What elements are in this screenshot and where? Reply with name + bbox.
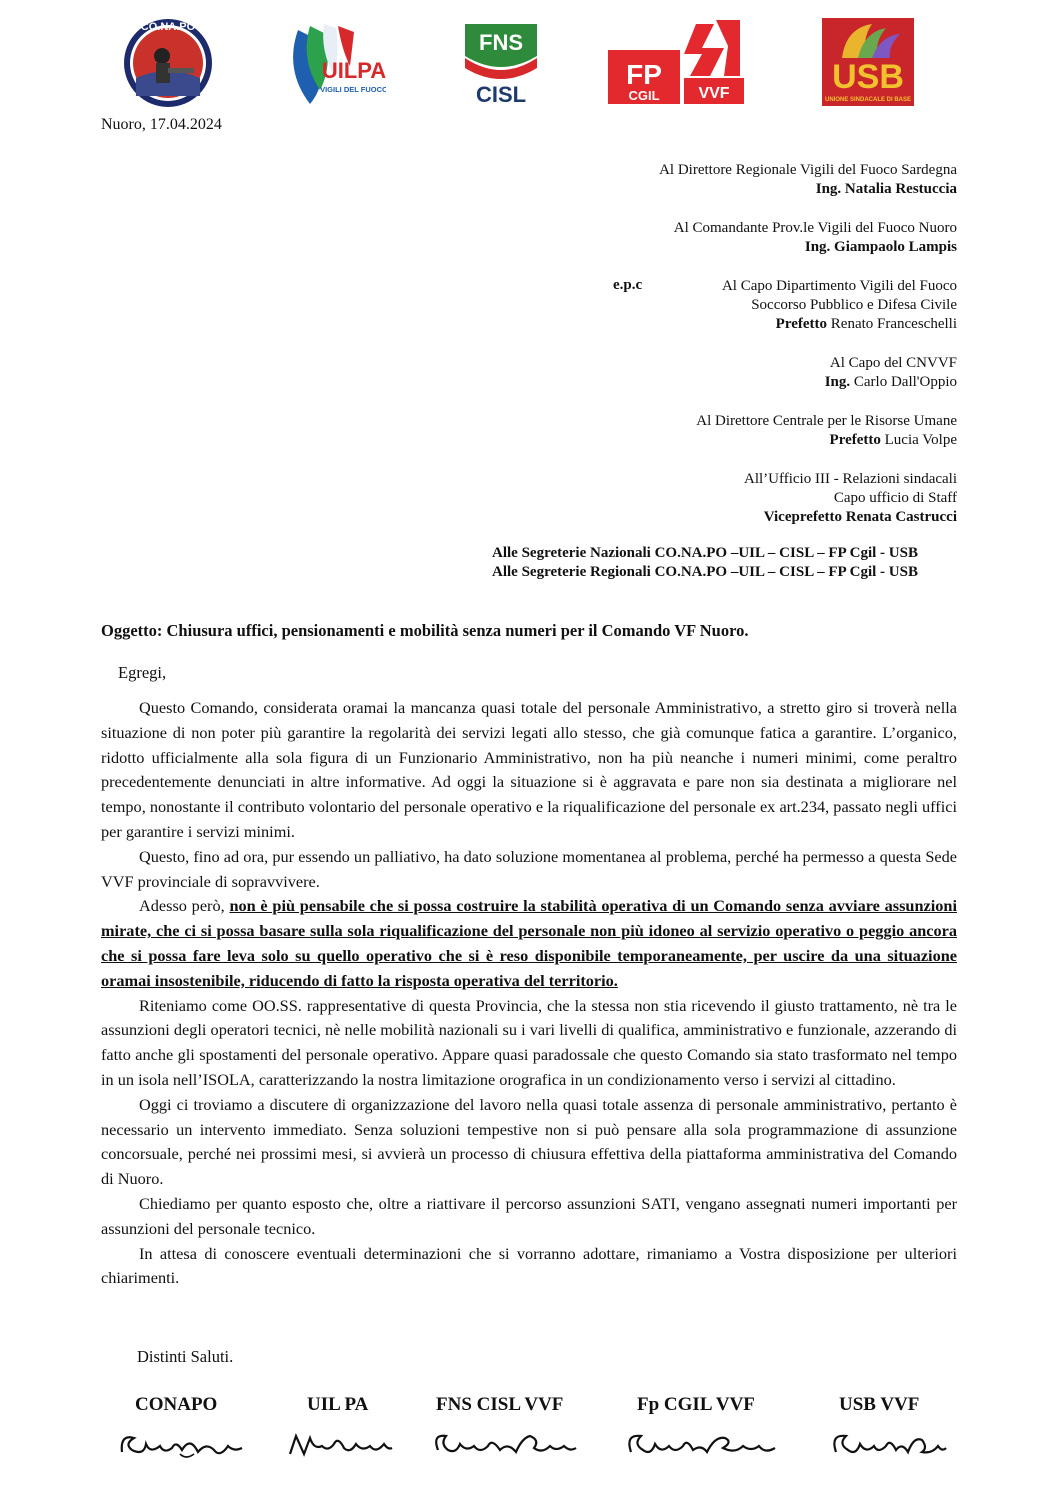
conapo-logo: [122, 16, 214, 110]
recipient-cnvvf-head: [825, 354, 957, 392]
svg-text:CGIL: CGIL: [628, 88, 660, 103]
paragraph: [101, 894, 957, 993]
secretariats-national: Alle Segreterie Nazionali CO.NA.PO –UIL – CISL – FP Cgil - USB: [492, 545, 918, 561]
epc-label: e.p.c: [613, 277, 643, 293]
recipient-name: Ing. Giampaolo Lampis: [804, 239, 957, 255]
recipient-regional-director: [659, 161, 957, 199]
paragraph: Questo, fino ad ora, pur essendo un palliativo, ha dato soluzione momentanea al problema, perché ha permesso a questa Sede VVF provinciale di sopravvivere.: [101, 846, 957, 891]
recipient-provincial-commander: [674, 219, 957, 257]
paragraph: Oggi ci troviamo a discutere di organizzazione del lavoro nella quasi totale assenza di personale amministrativo, pertanto è necessario un intervento immediato. Senza soluzioni tempestive non si può pensare alla sola programmazione di assunzione concorsuale, perché nei prossimi mesi, si avvierà un processo di chiusura effettiva della piattaforma amministrativa del Comando di Nuoro.: [101, 1094, 957, 1189]
recipient-department-head: [722, 277, 957, 334]
recipient-name: Ing. Natalia Restuccia: [815, 181, 957, 197]
emphasized-text: non è più pensabile che si possa costruire la stabilità operativa di un Comando senza avviare assunzioni mirate, che ci si possa basare sulla sola riqualificazione del personale non più idoneo al servizio operativo o peggio ancora che si possa fare leva solo su quello operativo che si è reso disponibile temporaneamente, per uscire da una situazione oramai insostenibile, riducendo di fatto la risposta operativa del territorio.: [101, 896, 958, 990]
paragraph: Chiediamo per quanto esposto che, oltre a riattivare il percorso assunzioni SATI, vengano assegnati numeri importanti per assunzioni del personale tecnico.: [101, 1193, 957, 1238]
recipient-name: [722, 315, 957, 334]
recipient-line: Capo ufficio di Staff: [833, 490, 957, 506]
svg-text:USB: USB: [832, 58, 904, 96]
fns-cisl-logo: [461, 20, 541, 106]
handwritten-signature: [623, 1430, 779, 1465]
svg-text:UILPA: UILPA: [321, 58, 386, 83]
recipient-line: Al Comandante Prov.le Vigili del Fuoco Nuoro: [673, 220, 957, 236]
handwritten-signature: [828, 1430, 950, 1465]
usb-logo: [822, 18, 914, 106]
fp-cgil-vvf-logo: [606, 18, 746, 106]
signatory-org: FNS CISL VVF: [436, 1394, 564, 1415]
paragraph: Questo Comando, considerata oramai la mancanza quasi totale del personale Amministrativo, a stretto giro si troverà nella situazione di non poter più garantire la regolarità dei servizi legati allo stesso, che già comunque fatica a garantire. L’organico, ridotto ufficialmente alla sola figura di un Funzionario Amministrativo, non ha più neanche i numeri minimi, come peraltro precedentemente denunciati in altre informative. Ad oggi la situazione si è aggravata e pare non sia destinata a migliorare nel tempo, nonostante il contributo volontario del personale operativo e la riqualificazione del personale ex art.234, passato negli uffici per garantire i servizi minimi.: [101, 698, 957, 841]
letter-date: Nuoro, 17.04.2024: [101, 116, 222, 133]
secretariats-regional: Alle Segreterie Regionali CO.NA.PO –UIL – CISL – FP Cgil - USB: [492, 564, 918, 580]
recipient-name: Viceprefetto Renata Castrucci: [763, 509, 957, 525]
closing: Distinti Saluti.: [137, 1347, 234, 1366]
recipient-person: Carlo Dall'Oppio: [850, 374, 957, 390]
svg-text:CISL: CISL: [475, 82, 527, 106]
signatory-org: Fp CGIL VVF: [637, 1394, 755, 1415]
recipient-line: Al Direttore Regionale Vigili del Fuoco Sardegna: [659, 162, 957, 178]
signatory-org: USB VVF: [839, 1394, 920, 1415]
greeting: Egregi,: [118, 663, 167, 682]
recipient-hr-director: [696, 412, 957, 450]
uilpa-logo: [280, 20, 386, 108]
recipient-line: Soccorso Pubblico e Difesa Civile: [751, 297, 957, 313]
handwritten-signature: [116, 1430, 246, 1465]
signatory-org: CONAPO: [135, 1394, 218, 1415]
recipient-line: Al Capo Dipartimento Vigili del Fuoco: [721, 278, 957, 294]
recipient-title: Prefetto: [775, 316, 828, 332]
handwritten-signature: [284, 1430, 396, 1465]
recipient-union-office: [744, 470, 957, 527]
paragraph: In attesa di conoscere eventuali determinazioni che si vorranno adottare, rimaniamo a Vostra disposizione per ulteriori chiarimenti.: [101, 1243, 957, 1288]
recipient-person: Renato Franceschelli: [827, 316, 957, 332]
recipient-line: Al Capo del CNVVF: [829, 355, 957, 371]
svg-text:FNS: FNS: [479, 30, 523, 55]
recipient-title: Ing.: [824, 374, 851, 390]
handwritten-signature: [430, 1430, 580, 1465]
recipient-line: Al Direttore Centrale per le Risorse Umane: [696, 413, 957, 429]
recipient-title: Prefetto: [829, 432, 881, 448]
recipient-name: [825, 373, 957, 392]
recipient-name: [696, 431, 957, 450]
svg-text:FP: FP: [626, 59, 662, 90]
paragraph: Riteniamo come OO.SS. rappresentative di questa Provincia, che la stessa non stia ricevendo il giusto trattamento, nè tra le assunzioni degli operatori tecnici, nè nelle mobilità nazionali su i vari livelli di qualifica, amministrativo e funzionale, azzerando di fatto anche gli spostamenti del personale operativo. Appare quasi paradossale che questo Comando sia stato trasformato nel tempo in un isola nell’ISOLA, caratterizzando la nostra limitazione orografica in un condizionamento verso i servizi al cittadino.: [101, 995, 957, 1089]
svg-text:UNIONE SINDACALE DI BASE: UNIONE SINDACALE DI BASE: [824, 97, 912, 103]
recipient-line: All’Ufficio III - Relazioni sindacali: [744, 471, 957, 487]
svg-text:VVF: VVF: [698, 85, 730, 102]
svg-text:VIGILI DEL FUOCO: VIGILI DEL FUOCO: [320, 85, 386, 94]
letter-subject: Oggetto: Chiusura uffici, pensionamenti e mobilità senza numeri per il Comando VF Nuoro.: [101, 621, 749, 640]
letter-body: [101, 696, 957, 1291]
paragraph-lead: Adesso però,: [139, 896, 230, 916]
recipient-person: Lucia Volpe: [880, 432, 957, 448]
recipient-secretariats: [492, 544, 918, 582]
svg-text:CO.NA.PO: CO.NA.PO: [140, 21, 196, 33]
signatory-org: UIL PA: [307, 1394, 369, 1415]
